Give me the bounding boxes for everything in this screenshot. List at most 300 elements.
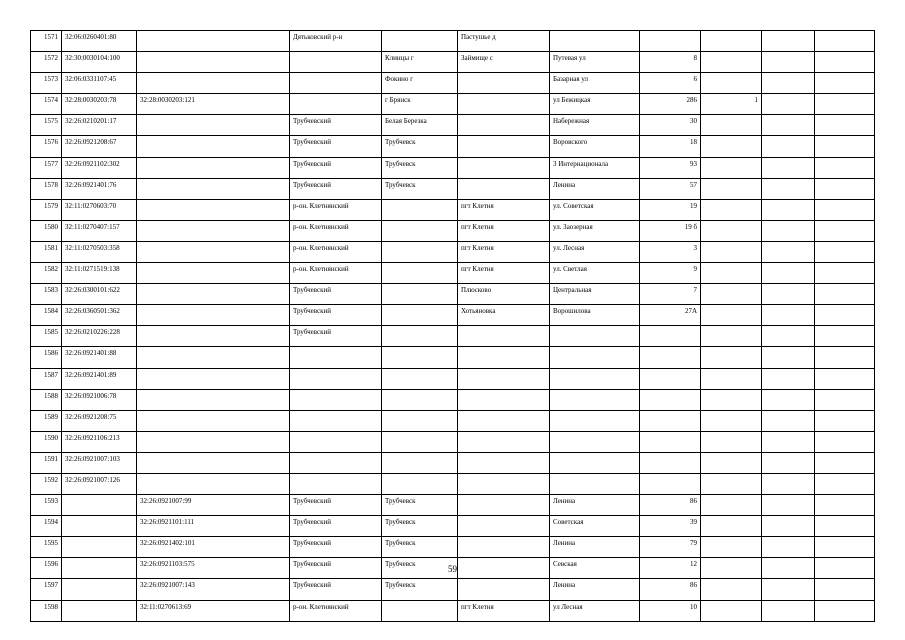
- extra-2-cell: [815, 115, 875, 136]
- locality-cell: Плюсково: [458, 284, 550, 305]
- district-cell: [290, 52, 382, 73]
- district-cell: [290, 94, 382, 115]
- row-number-cell: 1586: [31, 347, 62, 368]
- apartment-cell: [701, 31, 762, 52]
- related-cadastral-number-cell: [137, 31, 290, 52]
- related-cadastral-number-cell: [137, 115, 290, 136]
- cadastral-number-cell: 32:26:0921401:88: [62, 347, 137, 368]
- related-cadastral-number-cell: 32:26:0921101:111: [137, 516, 290, 537]
- table-row: [31, 326, 875, 347]
- row-number-cell: 1591: [31, 452, 62, 473]
- settlement-cell: Фокино г: [382, 73, 458, 94]
- locality-cell: [458, 410, 550, 431]
- related-cadastral-number-cell: [137, 136, 290, 157]
- row-number-cell: 1577: [31, 157, 62, 178]
- locality-cell: [458, 94, 550, 115]
- cadastral-number-cell: 32:26:0921007:103: [62, 452, 137, 473]
- street-cell: ул. Заозерная: [550, 220, 640, 241]
- house-number-cell: 57: [640, 178, 701, 199]
- district-cell: [290, 452, 382, 473]
- table-row: [31, 220, 875, 241]
- extra-2-cell: [815, 368, 875, 389]
- cadastral-number-cell: 32:06:0331107:45: [62, 73, 137, 94]
- extra-2-cell: [815, 579, 875, 600]
- locality-cell: [458, 431, 550, 452]
- related-cadastral-number-cell: 32:26:0921402:101: [137, 537, 290, 558]
- house-number-cell: 30: [640, 115, 701, 136]
- extra-1-cell: [762, 284, 815, 305]
- extra-1-cell: [762, 136, 815, 157]
- locality-cell: [458, 389, 550, 410]
- apartment-cell: [701, 241, 762, 262]
- settlement-cell: [382, 389, 458, 410]
- apartment-cell: [701, 600, 762, 621]
- district-cell: [290, 347, 382, 368]
- extra-2-cell: [815, 389, 875, 410]
- street-cell: [550, 347, 640, 368]
- row-number-cell: 1590: [31, 431, 62, 452]
- apartment-cell: [701, 431, 762, 452]
- house-number-cell: 93: [640, 157, 701, 178]
- apartment-cell: [701, 452, 762, 473]
- extra-1-cell: [762, 94, 815, 115]
- extra-1-cell: [762, 410, 815, 431]
- related-cadastral-number-cell: [137, 305, 290, 326]
- locality-cell: [458, 516, 550, 537]
- settlement-cell: Трубчевск: [382, 558, 458, 579]
- related-cadastral-number-cell: 32:26:0921007:99: [137, 495, 290, 516]
- house-number-cell: 7: [640, 284, 701, 305]
- house-number-cell: 19 б: [640, 220, 701, 241]
- row-number-cell: 1579: [31, 199, 62, 220]
- cadastral-number-cell: [62, 516, 137, 537]
- locality-cell: [458, 136, 550, 157]
- apartment-cell: [701, 368, 762, 389]
- extra-2-cell: [815, 305, 875, 326]
- row-number-cell: 1578: [31, 178, 62, 199]
- district-cell: Трубчевский: [290, 305, 382, 326]
- locality-cell: Хотьяновка: [458, 305, 550, 326]
- street-cell: ул Лесная: [550, 600, 640, 621]
- table-row: [31, 178, 875, 199]
- cadastral-number-cell: 32:28:0030203:78: [62, 94, 137, 115]
- street-cell: [550, 431, 640, 452]
- street-cell: 3 Интернационала: [550, 157, 640, 178]
- table-row: [31, 241, 875, 262]
- extra-1-cell: [762, 495, 815, 516]
- district-cell: р-он. Клетнянский: [290, 263, 382, 284]
- extra-1-cell: [762, 579, 815, 600]
- table-row: [31, 516, 875, 537]
- row-number-cell: 1598: [31, 600, 62, 621]
- table-row: [31, 136, 875, 157]
- extra-1-cell: [762, 220, 815, 241]
- settlement-cell: [382, 368, 458, 389]
- cadastral-number-cell: 32:26:0210226:228: [62, 326, 137, 347]
- table-row: [31, 305, 875, 326]
- row-number-cell: 1575: [31, 115, 62, 136]
- extra-2-cell: [815, 52, 875, 73]
- locality-cell: пгт Клетня: [458, 220, 550, 241]
- settlement-cell: Трубчевск: [382, 178, 458, 199]
- house-number-cell: [640, 326, 701, 347]
- district-cell: [290, 410, 382, 431]
- extra-1-cell: [762, 52, 815, 73]
- apartment-cell: [701, 326, 762, 347]
- extra-1-cell: [762, 263, 815, 284]
- apartment-cell: [701, 579, 762, 600]
- apartment-cell: [701, 284, 762, 305]
- extra-2-cell: [815, 537, 875, 558]
- related-cadastral-number-cell: [137, 241, 290, 262]
- apartment-cell: [701, 199, 762, 220]
- cadastral-number-cell: [62, 600, 137, 621]
- table-row: [31, 73, 875, 94]
- district-cell: р-он. Клетнянский: [290, 199, 382, 220]
- table-row: [31, 600, 875, 621]
- table-row: [31, 52, 875, 73]
- apartment-cell: [701, 516, 762, 537]
- settlement-cell: Трубчевск: [382, 579, 458, 600]
- settlement-cell: [382, 31, 458, 52]
- extra-1-cell: [762, 326, 815, 347]
- settlement-cell: [382, 452, 458, 473]
- table-row: [31, 473, 875, 494]
- house-number-cell: 39: [640, 516, 701, 537]
- district-cell: Трубчевский: [290, 136, 382, 157]
- locality-cell: [458, 73, 550, 94]
- district-cell: Трубчевский: [290, 178, 382, 199]
- house-number-cell: [640, 347, 701, 368]
- extra-2-cell: [815, 178, 875, 199]
- row-number-cell: 1595: [31, 537, 62, 558]
- cadastral-number-cell: [62, 495, 137, 516]
- cadastral-number-cell: 32:26:0921106:213: [62, 431, 137, 452]
- extra-1-cell: [762, 115, 815, 136]
- settlement-cell: Трубчевск: [382, 136, 458, 157]
- apartment-cell: 1: [701, 94, 762, 115]
- district-cell: Трубчевский: [290, 157, 382, 178]
- cadastral-number-cell: 32:26:0921401:76: [62, 178, 137, 199]
- row-number-cell: 1597: [31, 579, 62, 600]
- street-cell: [550, 389, 640, 410]
- row-number-cell: 1588: [31, 389, 62, 410]
- house-number-cell: [640, 31, 701, 52]
- extra-1-cell: [762, 199, 815, 220]
- related-cadastral-number-cell: 32:28:0030203:121: [137, 94, 290, 115]
- row-number-cell: 1593: [31, 495, 62, 516]
- district-cell: Трубчевский: [290, 558, 382, 579]
- cadastral-number-cell: 32:26:0210201:17: [62, 115, 137, 136]
- extra-1-cell: [762, 157, 815, 178]
- extra-1-cell: [762, 73, 815, 94]
- district-cell: [290, 368, 382, 389]
- street-cell: [550, 452, 640, 473]
- extra-1-cell: [762, 537, 815, 558]
- apartment-cell: [701, 73, 762, 94]
- apartment-cell: [701, 495, 762, 516]
- locality-cell: [458, 326, 550, 347]
- related-cadastral-number-cell: 32:26:0921103:575: [137, 558, 290, 579]
- extra-2-cell: [815, 157, 875, 178]
- extra-2-cell: [815, 199, 875, 220]
- extra-1-cell: [762, 516, 815, 537]
- apartment-cell: [701, 52, 762, 73]
- extra-2-cell: [815, 452, 875, 473]
- district-cell: р-он. Клетнянский: [290, 241, 382, 262]
- related-cadastral-number-cell: [137, 452, 290, 473]
- apartment-cell: [701, 263, 762, 284]
- row-number-cell: 1573: [31, 73, 62, 94]
- district-cell: [290, 473, 382, 494]
- apartment-cell: [701, 178, 762, 199]
- street-cell: [550, 410, 640, 431]
- table-row: [31, 368, 875, 389]
- related-cadastral-number-cell: [137, 52, 290, 73]
- house-number-cell: [640, 368, 701, 389]
- register-table: [30, 30, 875, 622]
- locality-cell: [458, 579, 550, 600]
- extra-2-cell: [815, 73, 875, 94]
- row-number-cell: 1574: [31, 94, 62, 115]
- table-row: [31, 284, 875, 305]
- street-cell: Ленина: [550, 178, 640, 199]
- extra-1-cell: [762, 368, 815, 389]
- related-cadastral-number-cell: [137, 368, 290, 389]
- related-cadastral-number-cell: [137, 263, 290, 284]
- settlement-cell: Трубчевск: [382, 495, 458, 516]
- house-number-cell: 6: [640, 73, 701, 94]
- extra-2-cell: [815, 600, 875, 621]
- house-number-cell: [640, 431, 701, 452]
- district-cell: Трубчевский: [290, 284, 382, 305]
- related-cadastral-number-cell: [137, 410, 290, 431]
- related-cadastral-number-cell: [137, 220, 290, 241]
- street-cell: Воровского: [550, 136, 640, 157]
- extra-1-cell: [762, 452, 815, 473]
- house-number-cell: 3: [640, 241, 701, 262]
- table-row: [31, 94, 875, 115]
- street-cell: Ворошилова: [550, 305, 640, 326]
- extra-1-cell: [762, 431, 815, 452]
- extra-2-cell: [815, 220, 875, 241]
- settlement-cell: [382, 410, 458, 431]
- street-cell: ул. Светлая: [550, 263, 640, 284]
- house-number-cell: 86: [640, 579, 701, 600]
- extra-1-cell: [762, 389, 815, 410]
- settlement-cell: [382, 431, 458, 452]
- cadastral-number-cell: 32:26:0921401:89: [62, 368, 137, 389]
- row-number-cell: 1594: [31, 516, 62, 537]
- settlement-cell: [382, 326, 458, 347]
- related-cadastral-number-cell: [137, 199, 290, 220]
- extra-1-cell: [762, 31, 815, 52]
- cadastral-number-cell: 32:06:0260401:80: [62, 31, 137, 52]
- extra-2-cell: [815, 347, 875, 368]
- street-cell: Севская: [550, 558, 640, 579]
- row-number-cell: 1584: [31, 305, 62, 326]
- house-number-cell: [640, 452, 701, 473]
- row-number-cell: 1576: [31, 136, 62, 157]
- house-number-cell: [640, 389, 701, 410]
- locality-cell: [458, 115, 550, 136]
- apartment-cell: [701, 220, 762, 241]
- cadastral-number-cell: [62, 537, 137, 558]
- page-number: 59: [448, 564, 457, 574]
- extra-2-cell: [815, 326, 875, 347]
- cadastral-number-cell: 32:26:0921007:126: [62, 473, 137, 494]
- row-number-cell: 1582: [31, 263, 62, 284]
- district-cell: [290, 73, 382, 94]
- house-number-cell: 10: [640, 600, 701, 621]
- related-cadastral-number-cell: [137, 178, 290, 199]
- house-number-cell: 9: [640, 263, 701, 284]
- table-row: [31, 263, 875, 284]
- cadastral-number-cell: 32:26:0300101:622: [62, 284, 137, 305]
- apartment-cell: [701, 305, 762, 326]
- extra-1-cell: [762, 473, 815, 494]
- extra-2-cell: [815, 241, 875, 262]
- house-number-cell: 19: [640, 199, 701, 220]
- apartment-cell: [701, 115, 762, 136]
- extra-2-cell: [815, 136, 875, 157]
- district-cell: [290, 431, 382, 452]
- district-cell: р-он. Клетнянский: [290, 220, 382, 241]
- street-cell: Ленина: [550, 495, 640, 516]
- related-cadastral-number-cell: [137, 347, 290, 368]
- table-row: [31, 579, 875, 600]
- district-cell: Трубчевский: [290, 579, 382, 600]
- cadastral-number-cell: 32:30:0030104:100: [62, 52, 137, 73]
- extra-1-cell: [762, 305, 815, 326]
- settlement-cell: [382, 600, 458, 621]
- extra-2-cell: [815, 31, 875, 52]
- district-cell: Трубчевский: [290, 326, 382, 347]
- street-cell: Путевая ул: [550, 52, 640, 73]
- related-cadastral-number-cell: [137, 473, 290, 494]
- table-row: [31, 347, 875, 368]
- district-cell: Трубчевский: [290, 115, 382, 136]
- apartment-cell: [701, 347, 762, 368]
- related-cadastral-number-cell: [137, 157, 290, 178]
- table-row: [31, 495, 875, 516]
- locality-cell: пгт Клетня: [458, 263, 550, 284]
- house-number-cell: [640, 473, 701, 494]
- house-number-cell: 12: [640, 558, 701, 579]
- house-number-cell: 18: [640, 136, 701, 157]
- cadastral-number-cell: 32:26:0921208:75: [62, 410, 137, 431]
- table-row: [31, 115, 875, 136]
- table-row: [31, 452, 875, 473]
- cadastral-number-cell: 32:26:0921208:67: [62, 136, 137, 157]
- related-cadastral-number-cell: 32:26:0921007:143: [137, 579, 290, 600]
- apartment-cell: [701, 410, 762, 431]
- street-cell: Базарная ул: [550, 73, 640, 94]
- extra-1-cell: [762, 600, 815, 621]
- street-cell: ул Бежицкая: [550, 94, 640, 115]
- settlement-cell: [382, 241, 458, 262]
- cadastral-number-cell: 32:11:0270603:70: [62, 199, 137, 220]
- house-number-cell: 79: [640, 537, 701, 558]
- locality-cell: [458, 473, 550, 494]
- settlement-cell: Трубчевск: [382, 537, 458, 558]
- extra-1-cell: [762, 241, 815, 262]
- locality-cell: пгт Клетня: [458, 600, 550, 621]
- house-number-cell: 8: [640, 52, 701, 73]
- settlement-cell: [382, 220, 458, 241]
- house-number-cell: [640, 410, 701, 431]
- settlement-cell: [382, 199, 458, 220]
- district-cell: Трубчевский: [290, 495, 382, 516]
- row-number-cell: 1596: [31, 558, 62, 579]
- settlement-cell: г Брянск: [382, 94, 458, 115]
- locality-cell: [458, 157, 550, 178]
- street-cell: Ленина: [550, 537, 640, 558]
- settlement-cell: Трубчевск: [382, 516, 458, 537]
- settlement-cell: [382, 284, 458, 305]
- house-number-cell: 27А: [640, 305, 701, 326]
- locality-cell: [458, 178, 550, 199]
- apartment-cell: [701, 136, 762, 157]
- cadastral-number-cell: 32:26:0360501:362: [62, 305, 137, 326]
- street-cell: Советская: [550, 516, 640, 537]
- street-cell: [550, 31, 640, 52]
- street-cell: Центральная: [550, 284, 640, 305]
- street-cell: [550, 473, 640, 494]
- table-row: [31, 31, 875, 52]
- locality-cell: [458, 452, 550, 473]
- extra-2-cell: [815, 495, 875, 516]
- street-cell: ул. Лесная: [550, 241, 640, 262]
- locality-cell: пгт Клетня: [458, 241, 550, 262]
- settlement-cell: [382, 347, 458, 368]
- extra-2-cell: [815, 94, 875, 115]
- related-cadastral-number-cell: [137, 326, 290, 347]
- cadastral-number-cell: 32:26:0921006:78: [62, 389, 137, 410]
- apartment-cell: [701, 537, 762, 558]
- table-row: [31, 410, 875, 431]
- district-cell: [290, 389, 382, 410]
- cadastral-number-cell: [62, 579, 137, 600]
- house-number-cell: 86: [640, 495, 701, 516]
- district-cell: р-он. Клетнянский: [290, 600, 382, 621]
- table-row: [31, 431, 875, 452]
- apartment-cell: [701, 473, 762, 494]
- settlement-cell: [382, 473, 458, 494]
- table-row: [31, 157, 875, 178]
- district-cell: Трубчевский: [290, 537, 382, 558]
- extra-2-cell: [815, 284, 875, 305]
- settlement-cell: [382, 263, 458, 284]
- locality-cell: [458, 537, 550, 558]
- cadastral-number-cell: 32:26:0921102:302: [62, 157, 137, 178]
- district-cell: Дятьковский р-н: [290, 31, 382, 52]
- street-cell: Ленина: [550, 579, 640, 600]
- row-number-cell: 1580: [31, 220, 62, 241]
- extra-1-cell: [762, 178, 815, 199]
- row-number-cell: 1585: [31, 326, 62, 347]
- table-row: [31, 199, 875, 220]
- extra-2-cell: [815, 473, 875, 494]
- table-row: [31, 537, 875, 558]
- table-row: [31, 389, 875, 410]
- house-number-cell: 286: [640, 94, 701, 115]
- settlement-cell: Белая Березка: [382, 115, 458, 136]
- cadastral-number-cell: 32:11:0270503:358: [62, 241, 137, 262]
- apartment-cell: [701, 157, 762, 178]
- street-cell: [550, 368, 640, 389]
- street-cell: Набережная: [550, 115, 640, 136]
